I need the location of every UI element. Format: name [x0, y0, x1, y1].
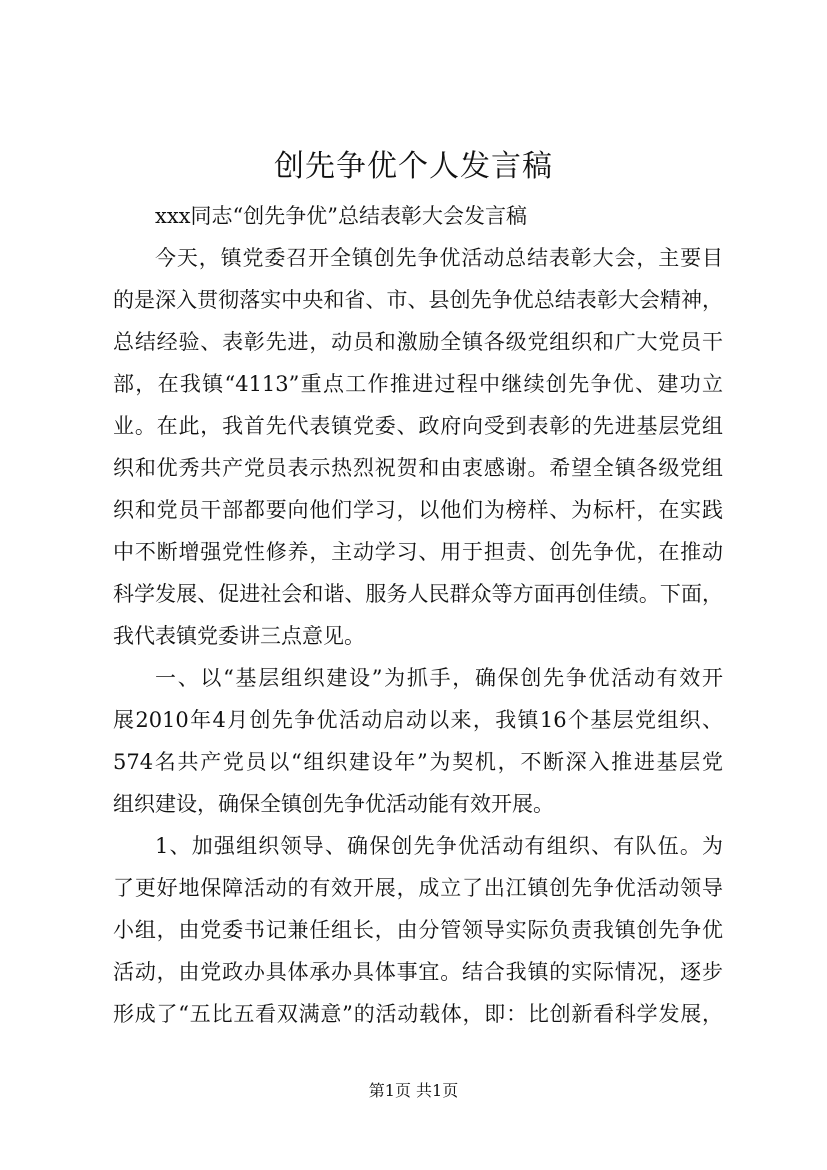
body-line: 活动，由党政办具体承办具体事宜。结合我镇的实际情况，逐步 [113, 960, 723, 984]
body-line: 1、加强组织领导、确保创先争优活动有组织、有队伍。为 [155, 834, 723, 858]
body-line: 组织建设，确保全镇创先争优活动能有效开展。 [113, 792, 554, 816]
page-number-footer: 第1页 共1页 [368, 1081, 459, 1100]
body-line: 科学发展、促进社会和谐、服务人民群众等方面再创佳绩。下面， [113, 582, 723, 606]
body-line: 了更好地保障活动的有效开展，成立了出江镇创先争优活动领导 [113, 876, 723, 900]
body-line: 的是深入贯彻落实中央和省、市、县创先争优总结表彰大会精神， [113, 288, 723, 312]
body-line: 部，在我镇“4113”重点工作推进过程中继续创先争优、建功立 [113, 372, 723, 396]
document-title: 创先争优个人发言稿 [274, 149, 553, 184]
body-line: 织和优秀共产党员表示热烈祝贺和由衷感谢。希望全镇各级党组 [113, 456, 723, 480]
body-line: 中不断增强党性修养，主动学习、用于担责、创先争优，在推动 [113, 540, 723, 564]
body-line: 形成了“五比五看双满意”的活动载体，即：比创新看科学发展， [113, 1002, 723, 1026]
body-line: 一、以“基层组织建设”为抓手，确保创先争优活动有效开 [155, 666, 723, 690]
body-line: 我代表镇党委讲三点意见。 [113, 624, 365, 648]
body-line: 今天，镇党委召开全镇创先争优活动总结表彰大会，主要目 [155, 246, 723, 270]
body-line: 织和党员干部都要向他们学习，以他们为榜样、为标杆，在实践 [113, 498, 723, 522]
body-line: 574名共产党员以“组织建设年”为契机，不断深入推进基层党 [113, 750, 723, 774]
body-line: 展2010年4月创先争优活动启动以来，我镇16个基层党组织、 [113, 708, 723, 732]
body-line: 总结经验、表彰先进，动员和激励全镇各级党组织和广大党员干 [113, 330, 723, 354]
subtitle-line: xxx同志“创先争优”总结表彰大会发言稿 [155, 204, 528, 228]
body-line: 小组，由党委书记兼任组长，由分管领导实际负责我镇创先争优 [113, 918, 723, 942]
body-line: 业。在此，我首先代表镇党委、政府向受到表彰的先进基层党组 [113, 414, 723, 438]
